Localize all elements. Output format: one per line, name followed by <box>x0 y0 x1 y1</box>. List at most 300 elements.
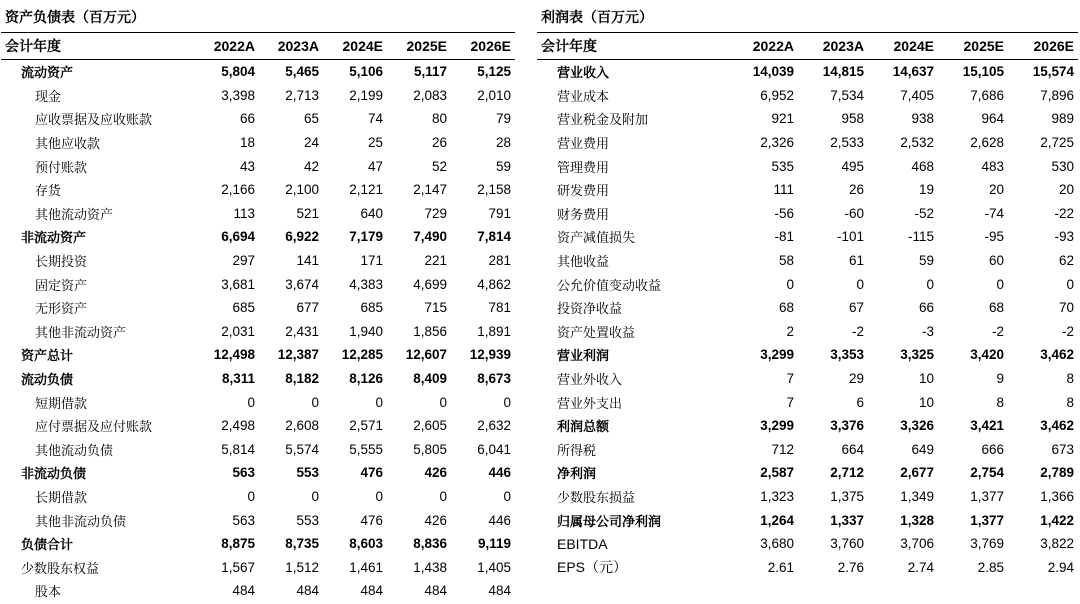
row-label: 投资净收益 <box>557 302 623 318</box>
row-label: 营业费用 <box>557 137 610 153</box>
income-statement-title: 利润表（百万元） <box>537 4 1078 33</box>
row-value: 535 <box>771 158 794 174</box>
row-value: 2,712 <box>830 465 864 481</box>
income-statement-body <box>537 60 1078 580</box>
table-row <box>537 272 1078 296</box>
row-value: 563 <box>232 512 255 528</box>
table-row <box>1 390 515 414</box>
row-value: 0 <box>375 394 383 410</box>
balance-sheet-title: 资产负债表（百万元） <box>1 4 515 33</box>
year-header: 2023A <box>798 33 868 60</box>
row-value: 2,789 <box>1040 465 1074 481</box>
row-value: 25 <box>367 135 383 151</box>
row-value: 0 <box>503 488 511 504</box>
row-value: 484 <box>296 583 319 599</box>
row-label: 归属母公司净利润 <box>557 514 662 530</box>
row-value: 2,100 <box>285 182 319 198</box>
row-value: 5,805 <box>413 441 447 457</box>
row-value: -52 <box>914 205 934 221</box>
table-row <box>1 532 515 556</box>
row-value: 5,117 <box>413 64 447 80</box>
row-value: 649 <box>911 441 934 457</box>
row-value: 10 <box>918 394 934 410</box>
row-value: 2,533 <box>830 135 864 151</box>
row-value: 3,325 <box>900 347 934 363</box>
row-value: 65 <box>303 111 319 127</box>
row-value: 2,632 <box>477 418 511 434</box>
table-row <box>1 272 515 296</box>
row-value: 52 <box>431 158 447 174</box>
row-value: 3,398 <box>221 87 255 103</box>
row-value: 60 <box>988 253 1004 269</box>
row-value: 2,713 <box>285 87 319 103</box>
row-value: 6,952 <box>760 87 794 103</box>
table-row <box>1 107 515 131</box>
row-value: 2,754 <box>970 465 1004 481</box>
row-value: 989 <box>1051 111 1074 127</box>
row-value: 1,512 <box>285 559 319 575</box>
row-value: 14,815 <box>822 64 864 80</box>
header-label: 会计年度 <box>1 33 195 60</box>
table-row <box>537 320 1078 344</box>
table-row <box>537 555 1078 579</box>
row-value: -56 <box>774 205 794 221</box>
row-value: 7,490 <box>413 229 447 245</box>
year-header: 2024E <box>323 33 387 60</box>
row-value: 6 <box>856 394 864 410</box>
row-value: -81 <box>774 229 794 245</box>
row-label: 无形资产 <box>35 302 88 318</box>
table-row <box>537 202 1078 226</box>
row-value: 2,571 <box>349 418 383 434</box>
row-value: -22 <box>1054 205 1074 221</box>
row-value: 29 <box>848 371 864 387</box>
row-value: 1,366 <box>1040 488 1074 504</box>
row-value: 59 <box>495 158 511 174</box>
row-value: 484 <box>488 583 511 599</box>
row-value: 446 <box>488 465 511 481</box>
row-value: 61 <box>848 253 864 269</box>
row-value: -2 <box>851 323 864 339</box>
row-label: 长期借款 <box>35 490 88 506</box>
year-header: 2026E <box>451 33 515 60</box>
table-row <box>1 178 515 202</box>
row-value: 2,587 <box>760 465 794 481</box>
table-row <box>1 202 515 226</box>
row-value: 0 <box>311 488 319 504</box>
row-label: 其他流动资产 <box>35 207 114 223</box>
row-value: 3,822 <box>1040 536 1074 552</box>
row-value: 958 <box>841 111 864 127</box>
row-label: 营业外支出 <box>557 396 623 412</box>
year-header: 2025E <box>938 33 1008 60</box>
year-header: 2023A <box>259 33 323 60</box>
table-row <box>537 532 1078 556</box>
row-label: 公允价值变动收益 <box>557 278 662 294</box>
row-value: 8,673 <box>477 371 511 387</box>
table-row <box>1 131 515 155</box>
table-row <box>537 178 1078 202</box>
row-value: 3,681 <box>221 276 255 292</box>
row-label: 存货 <box>35 184 62 200</box>
row-value: 2.85 <box>977 559 1004 575</box>
row-label: 股本 <box>35 585 62 601</box>
row-value: 12,387 <box>277 347 319 363</box>
row-value: 964 <box>981 111 1004 127</box>
row-value: 2,031 <box>221 323 255 339</box>
row-value: 0 <box>996 276 1004 292</box>
row-label: 财务费用 <box>557 207 610 223</box>
row-label: 长期投资 <box>35 255 88 271</box>
table-row <box>1 414 515 438</box>
table-row <box>537 131 1078 155</box>
row-value: 26 <box>431 135 447 151</box>
row-value: 484 <box>424 583 447 599</box>
row-value: 468 <box>911 158 934 174</box>
table-row <box>537 461 1078 485</box>
row-label: 管理费用 <box>557 160 610 176</box>
row-label: 预付账款 <box>35 160 88 176</box>
row-value: -95 <box>984 229 1004 245</box>
row-value: 1,349 <box>900 488 934 504</box>
row-value: 0 <box>311 394 319 410</box>
row-value: 3,420 <box>970 347 1004 363</box>
row-value: 483 <box>981 158 1004 174</box>
row-label: 固定资产 <box>35 278 88 294</box>
table-row <box>1 154 515 178</box>
row-value: -2 <box>1061 323 1074 339</box>
row-value: 664 <box>841 441 864 457</box>
row-label: 营业外收入 <box>557 373 623 389</box>
table-row <box>1 225 515 249</box>
row-value: 8,126 <box>349 371 383 387</box>
row-value: 521 <box>296 205 319 221</box>
row-label: 研发费用 <box>557 184 610 200</box>
row-label: 资产处置收益 <box>557 325 636 341</box>
balance-sheet-body <box>1 60 515 603</box>
row-value: -115 <box>907 229 934 245</box>
row-value: 74 <box>367 111 383 127</box>
table-row <box>537 296 1078 320</box>
table-row <box>1 579 515 603</box>
row-value: 47 <box>367 158 383 174</box>
row-value: 1,264 <box>760 512 794 528</box>
row-value: 8,182 <box>285 371 319 387</box>
row-value: 1,337 <box>830 512 864 528</box>
row-value: 426 <box>424 465 447 481</box>
row-value: 2,677 <box>900 465 934 481</box>
row-value: 62 <box>1058 253 1074 269</box>
row-label: 净利润 <box>557 467 597 483</box>
row-value: 5,804 <box>221 64 255 80</box>
row-value: 8 <box>1066 394 1074 410</box>
row-value: 2,431 <box>285 323 319 339</box>
table-row <box>1 555 515 579</box>
row-value: 0 <box>856 276 864 292</box>
row-value: -60 <box>844 205 864 221</box>
row-label: 营业税金及附加 <box>557 113 649 129</box>
year-header: 2022A <box>195 33 259 60</box>
row-value: 2,166 <box>221 182 255 198</box>
row-label: 少数股东权益 <box>21 561 100 577</box>
table-row <box>537 154 1078 178</box>
table-row <box>1 249 515 273</box>
row-value: 171 <box>360 253 383 269</box>
row-value: 66 <box>918 300 934 316</box>
row-value: 7,814 <box>477 229 511 245</box>
row-label: 应收票据及应收账款 <box>35 113 153 129</box>
row-value: 685 <box>360 300 383 316</box>
row-value: 8,836 <box>413 536 447 552</box>
table-row <box>1 485 515 509</box>
row-label: 所得税 <box>557 443 597 459</box>
row-value: 781 <box>488 300 511 316</box>
row-value: 58 <box>778 253 794 269</box>
row-value: 3,462 <box>1040 347 1074 363</box>
row-value: 3,353 <box>830 347 864 363</box>
row-value: 5,465 <box>285 64 319 80</box>
row-value: 79 <box>495 111 511 127</box>
row-value: 281 <box>488 253 511 269</box>
row-label: 非流动资产 <box>21 231 87 247</box>
row-label: 短期借款 <box>35 396 88 412</box>
row-value: 68 <box>988 300 1004 316</box>
row-value: -2 <box>991 323 1004 339</box>
row-value: 1,461 <box>349 559 383 575</box>
row-value: 2.61 <box>767 559 794 575</box>
row-label: 流动资产 <box>21 66 74 82</box>
row-label: 流动负债 <box>21 373 74 389</box>
row-value: 563 <box>232 465 255 481</box>
row-value: 2,608 <box>285 418 319 434</box>
row-value: 715 <box>424 300 447 316</box>
row-label: 现金 <box>35 89 62 105</box>
row-value: 484 <box>360 583 383 599</box>
row-value: 484 <box>232 583 255 599</box>
row-value: 5,814 <box>221 441 255 457</box>
row-label: 营业利润 <box>557 349 610 365</box>
row-value: 476 <box>360 465 383 481</box>
table-row <box>537 485 1078 509</box>
row-value: 5,574 <box>285 441 319 457</box>
table-row <box>1 461 515 485</box>
row-value: 0 <box>247 488 255 504</box>
row-value: 9,119 <box>477 536 511 552</box>
row-value: 1,567 <box>221 559 255 575</box>
row-value: 8 <box>1066 371 1074 387</box>
table-row <box>1 438 515 462</box>
balance-sheet-panel <box>1 4 515 603</box>
row-value: 3,299 <box>760 347 794 363</box>
row-value: 495 <box>841 158 864 174</box>
row-value: 28 <box>495 135 511 151</box>
table-row <box>537 414 1078 438</box>
row-label: 其他收益 <box>557 255 610 271</box>
row-value: 6,922 <box>285 229 319 245</box>
row-value: 677 <box>296 300 319 316</box>
row-value: 5,106 <box>349 64 383 80</box>
table-row <box>1 343 515 367</box>
row-value: 7 <box>786 394 794 410</box>
row-value: 8,875 <box>221 536 255 552</box>
row-value: 0 <box>1066 276 1074 292</box>
row-value: 113 <box>233 205 255 221</box>
row-value: 18 <box>239 135 255 151</box>
table-row <box>1 320 515 344</box>
row-value: 1,405 <box>477 559 511 575</box>
row-value: 1,422 <box>1040 512 1074 528</box>
income-statement-table <box>537 33 1078 579</box>
row-value: 0 <box>503 394 511 410</box>
row-value: 0 <box>786 276 794 292</box>
row-value: 24 <box>303 135 319 151</box>
row-label: 其他流动负债 <box>35 443 114 459</box>
table-row <box>537 225 1078 249</box>
table-row <box>1 296 515 320</box>
table-row <box>537 60 1078 84</box>
table-row <box>537 343 1078 367</box>
row-value: 67 <box>848 300 864 316</box>
row-value: -3 <box>921 323 934 339</box>
row-value: 141 <box>296 253 319 269</box>
row-value: 3,680 <box>760 536 794 552</box>
row-value: 19 <box>918 182 934 198</box>
year-header: 2025E <box>387 33 451 60</box>
table-row <box>537 107 1078 131</box>
row-value: 2,725 <box>1040 135 1074 151</box>
row-value: 221 <box>424 253 447 269</box>
row-value: 3,760 <box>830 536 864 552</box>
row-value: 2.94 <box>1047 559 1074 575</box>
row-value: 15,574 <box>1032 64 1074 80</box>
row-value: 12,939 <box>469 347 511 363</box>
table-row <box>537 438 1078 462</box>
row-value: 685 <box>232 300 255 316</box>
row-value: 2,010 <box>477 87 511 103</box>
row-value: 4,699 <box>413 276 447 292</box>
row-value: 7,405 <box>900 87 934 103</box>
balance-sheet-table <box>1 33 515 603</box>
row-value: 553 <box>296 465 319 481</box>
row-value: 43 <box>239 158 255 174</box>
row-value: 4,862 <box>477 276 511 292</box>
row-value: 68 <box>778 300 794 316</box>
table-row <box>1 84 515 108</box>
row-value: 2,326 <box>760 135 794 151</box>
income-statement-panel <box>537 4 1078 579</box>
row-value: 2,158 <box>477 182 511 198</box>
row-value: 2,147 <box>413 182 447 198</box>
row-value: 2,532 <box>900 135 934 151</box>
row-value: 729 <box>424 205 447 221</box>
row-value: 1,323 <box>760 488 794 504</box>
row-label: EBITDA <box>557 535 608 552</box>
row-value: 446 <box>488 512 511 528</box>
row-value: 3,674 <box>285 276 319 292</box>
row-value: 0 <box>375 488 383 504</box>
table-row <box>1 508 515 532</box>
row-value: 0 <box>439 394 447 410</box>
row-label: 资产总计 <box>21 349 74 365</box>
row-value: 530 <box>1051 158 1074 174</box>
row-value: 1,940 <box>349 323 383 339</box>
row-value: 3,462 <box>1040 418 1074 434</box>
row-value: 2.74 <box>907 559 934 575</box>
row-value: 6,694 <box>221 229 255 245</box>
row-value: 26 <box>848 182 864 198</box>
row-value: 1,377 <box>970 488 1004 504</box>
row-value: 2.76 <box>837 559 864 575</box>
row-value: 8,735 <box>285 536 319 552</box>
row-value: 2,628 <box>970 135 1004 151</box>
row-value: 12,607 <box>405 347 447 363</box>
row-value: 3,299 <box>760 418 794 434</box>
row-value: 14,637 <box>892 64 934 80</box>
row-value: 0 <box>439 488 447 504</box>
year-header: 2026E <box>1008 33 1078 60</box>
row-value: 59 <box>918 253 934 269</box>
row-value: 1,891 <box>477 323 511 339</box>
row-label: 其他非流动资产 <box>35 325 127 341</box>
row-label: 非流动负债 <box>21 467 87 483</box>
row-label: 利润总额 <box>557 420 610 436</box>
row-value: 297 <box>232 253 255 269</box>
row-value: 14,039 <box>752 64 794 80</box>
row-value: 80 <box>431 111 447 127</box>
row-value: 12,498 <box>213 347 255 363</box>
row-value: 712 <box>771 441 794 457</box>
table-row <box>537 84 1078 108</box>
row-value: 70 <box>1058 300 1074 316</box>
row-value: 2 <box>786 323 794 339</box>
table-row <box>537 367 1078 391</box>
row-value: 1,328 <box>900 512 934 528</box>
row-value: 8 <box>996 394 1004 410</box>
row-value: 0 <box>926 276 934 292</box>
row-value: 2,498 <box>221 418 255 434</box>
row-value: 3,421 <box>970 418 1004 434</box>
row-value: 7,896 <box>1040 87 1074 103</box>
row-label: 营业成本 <box>557 89 610 105</box>
row-value: 0 <box>247 394 255 410</box>
row-value: 7,179 <box>349 229 383 245</box>
row-value: 426 <box>424 512 447 528</box>
table-row <box>1 367 515 391</box>
table-row <box>537 508 1078 532</box>
row-value: 2,199 <box>349 87 383 103</box>
row-label: 少数股东损益 <box>557 490 636 506</box>
row-value: 3,769 <box>970 536 1004 552</box>
row-value: 3,326 <box>900 418 934 434</box>
row-value: 938 <box>911 111 934 127</box>
row-value: 476 <box>360 512 383 528</box>
year-header: 2022A <box>728 33 798 60</box>
row-value: 7,534 <box>830 87 864 103</box>
row-value: 7,686 <box>970 87 1004 103</box>
row-value: -74 <box>984 205 1004 221</box>
header-label: 会计年度 <box>537 33 728 60</box>
row-value: 1,377 <box>970 512 1004 528</box>
row-label: 应付票据及应付账款 <box>35 420 153 436</box>
row-value: 666 <box>981 441 1004 457</box>
row-value: 673 <box>1051 441 1074 457</box>
row-value: 5,125 <box>477 64 511 80</box>
row-value: 1,375 <box>830 488 864 504</box>
income-statement-header-row <box>537 33 1078 60</box>
row-label: 其他非流动负债 <box>35 514 127 530</box>
balance-sheet-header-row <box>1 33 515 60</box>
row-value: -101 <box>836 229 864 245</box>
